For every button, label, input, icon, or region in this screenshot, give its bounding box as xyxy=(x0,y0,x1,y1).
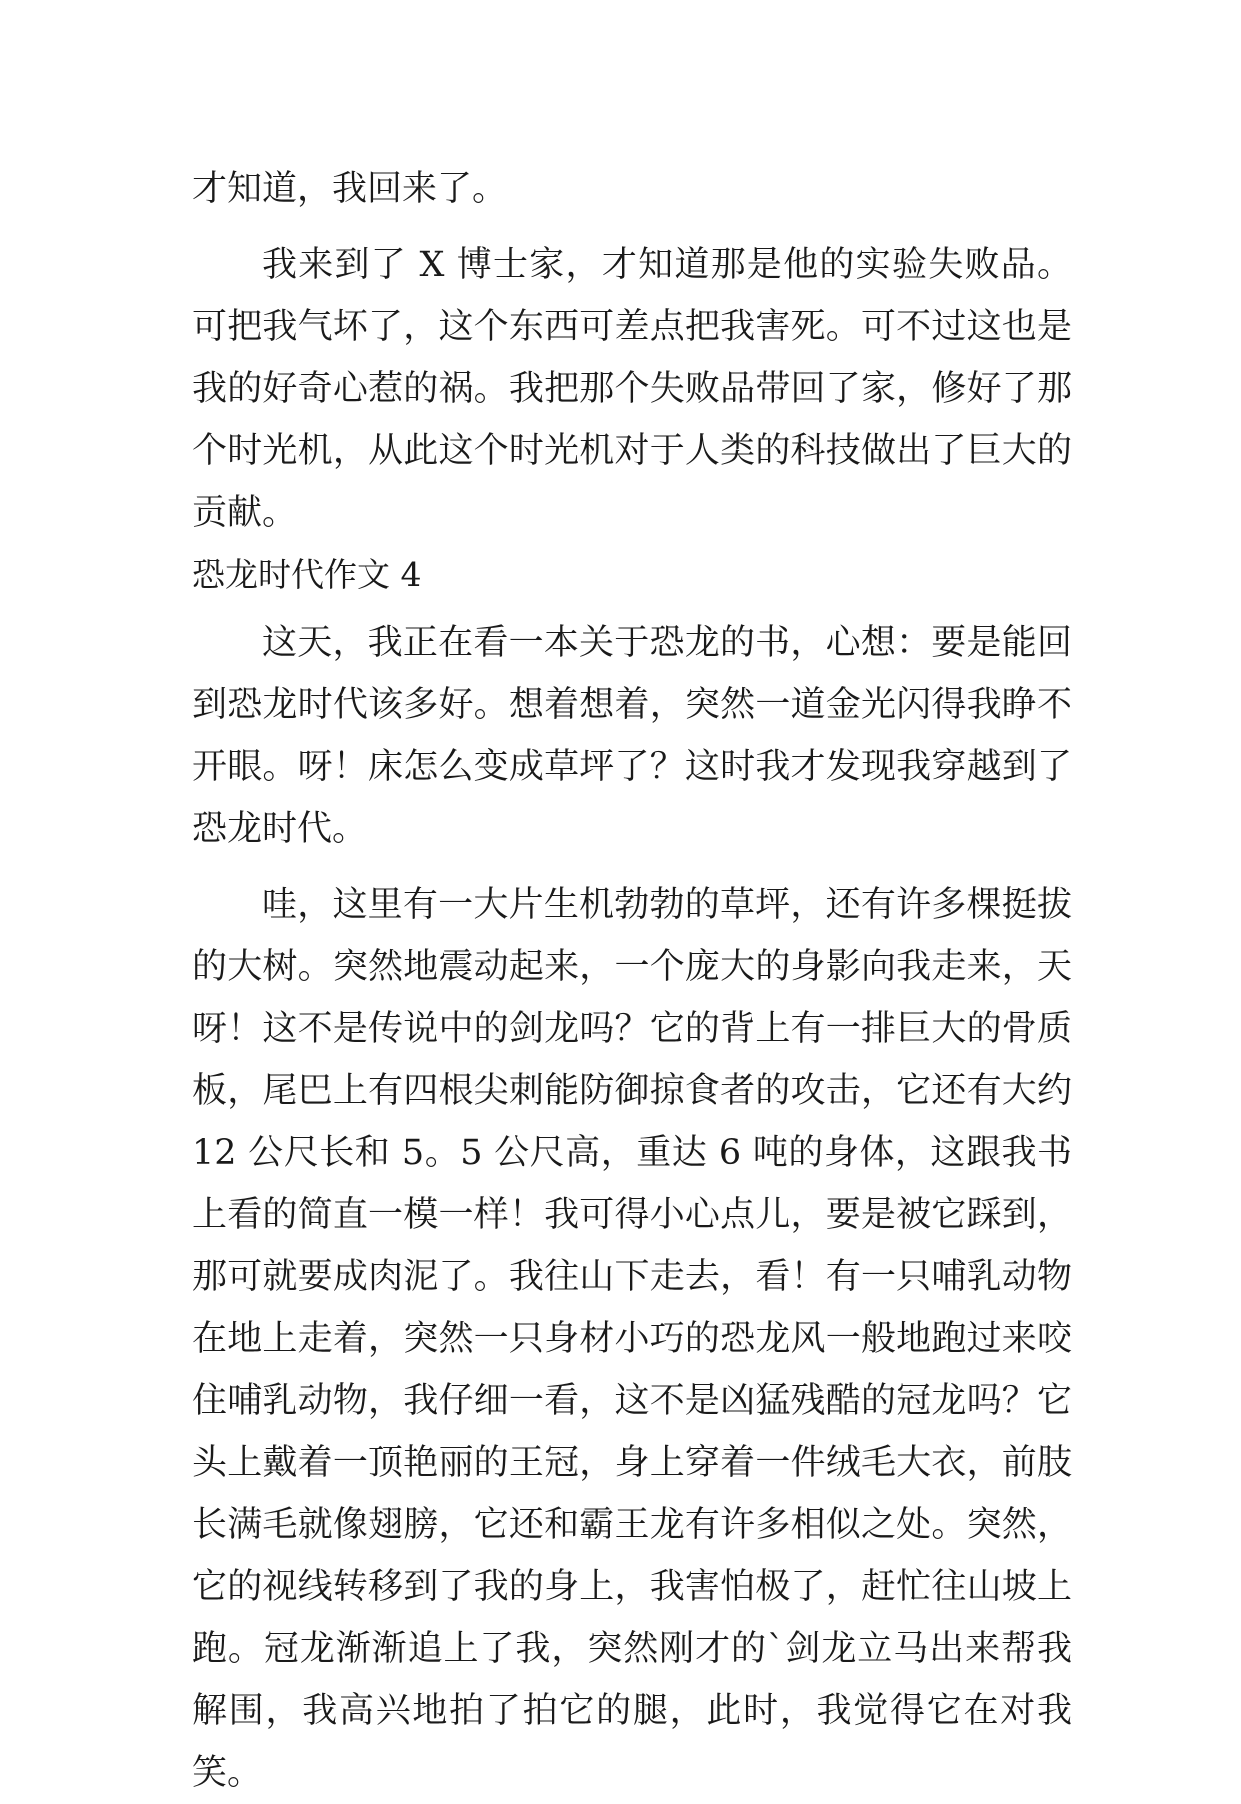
paragraph-dinosaur-adventure: 哇，这里有一大片生机勃勃的草坪，还有许多棵挺拔的大树。突然地震动起来，一个庞大的身影向我走来，天呀！这不是传说中的剑龙吗？它的背上有一排巨大的骨质板，尾巴上有四根尖刺能防御掠食者的攻击，它还有大约 12 公尺长和 5。5 公尺高，重达 6 吨的身体，这跟我书上看的简直一模一样！我可得小心点儿，要是被它踩到，那可就要成肉泥了。我往山下走去，看！有一只哺乳动物在地上走着，突然一只身材小巧的恐龙风一般地跑过来咬住哺乳动物，我仔细一看，这不是凶猛残酷的冠龙吗？它头上戴着一顶艳丽的王冠，身上穿着一件绒毛大衣，前肢长满毛就像翅膀，它还和霸王龙有许多相似之处。突然，它的视线转移到了我的身上，我害怕极了，赶忙往山坡上跑。冠龙渐渐追上了我，突然刚才的`剑龙立马出来帮我解围，我高兴地拍了拍它的腿，此时，我觉得它在对我笑。 xyxy=(192,885,1072,1793)
paragraph-dinosaur-book: 这天，我正在看一本关于恐龙的书，心想：要是能回到恐龙时代该多好。想着想着，突然一道金光闪得我睁不开眼。呀！床怎么变成草坪了？这时我才发现我穿越到了恐龙时代。 xyxy=(192,623,1072,849)
section-heading: 恐龙时代作文 4 xyxy=(192,555,422,594)
paragraph-x-doctor: 我来到了 X 博士家，才知道那是他的实验失败品。可把我气坏了，这个东西可差点把我害死。可不过这也是我的好奇心惹的祸。我把那个失败品带回了家，修好了那个时光机，从此这个时光机对于人类的科技做出了巨大的贡献。 xyxy=(192,245,1072,533)
paragraph-continuation: 才知道，我回来了。 xyxy=(192,169,508,209)
document-body xyxy=(192,158,1072,1804)
